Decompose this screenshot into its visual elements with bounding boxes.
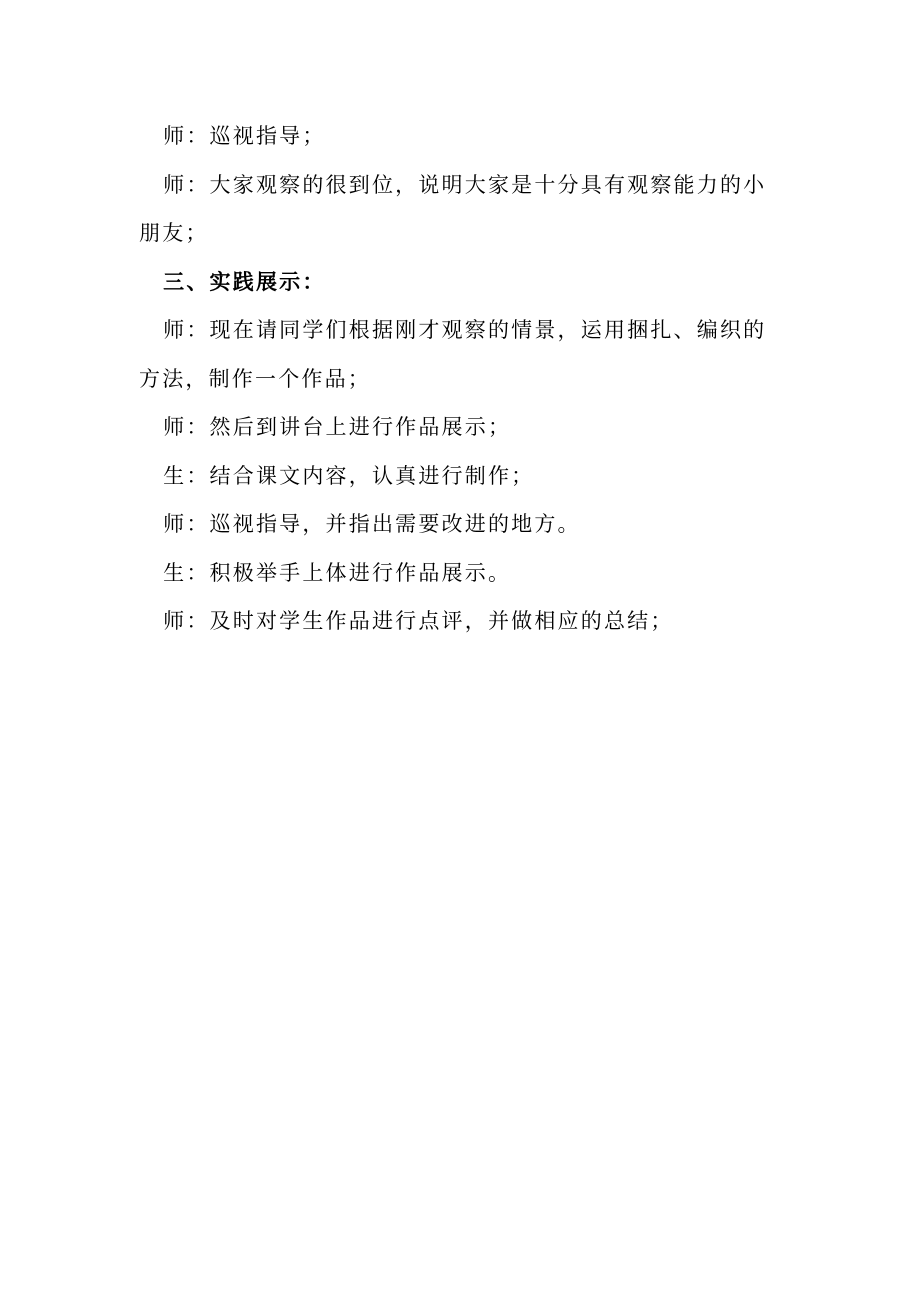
paragraph-student-making: 生：结合课文内容，认真进行制作； (163, 463, 535, 488)
section-heading-practice: 三、实践展示： (163, 268, 326, 294)
paragraph-teacher-instruction: 师：现在请同学们根据刚才观察的情景，运用捆扎、编织的方法，制作一个作品； (139, 318, 767, 391)
paragraph-teacher-display: 师：然后到讲台上进行作品展示； (163, 415, 512, 439)
paragraph-teacher-patrol: 师：巡视指导； (163, 124, 326, 148)
paragraph-teacher-praise: 师：大家观察的很到位，说明大家是十分具有观察能力的小朋友； (139, 172, 767, 245)
document-body (139, 112, 771, 646)
paragraph-teacher-guidance: 师：巡视指导，并指出需要改进的地方。 (163, 512, 581, 536)
paragraph-teacher-summary: 师：及时对学生作品进行点评，并做相应的总结； (163, 609, 674, 633)
paragraph-student-showing: 生：积极举手上体进行作品展示。 (163, 560, 512, 585)
